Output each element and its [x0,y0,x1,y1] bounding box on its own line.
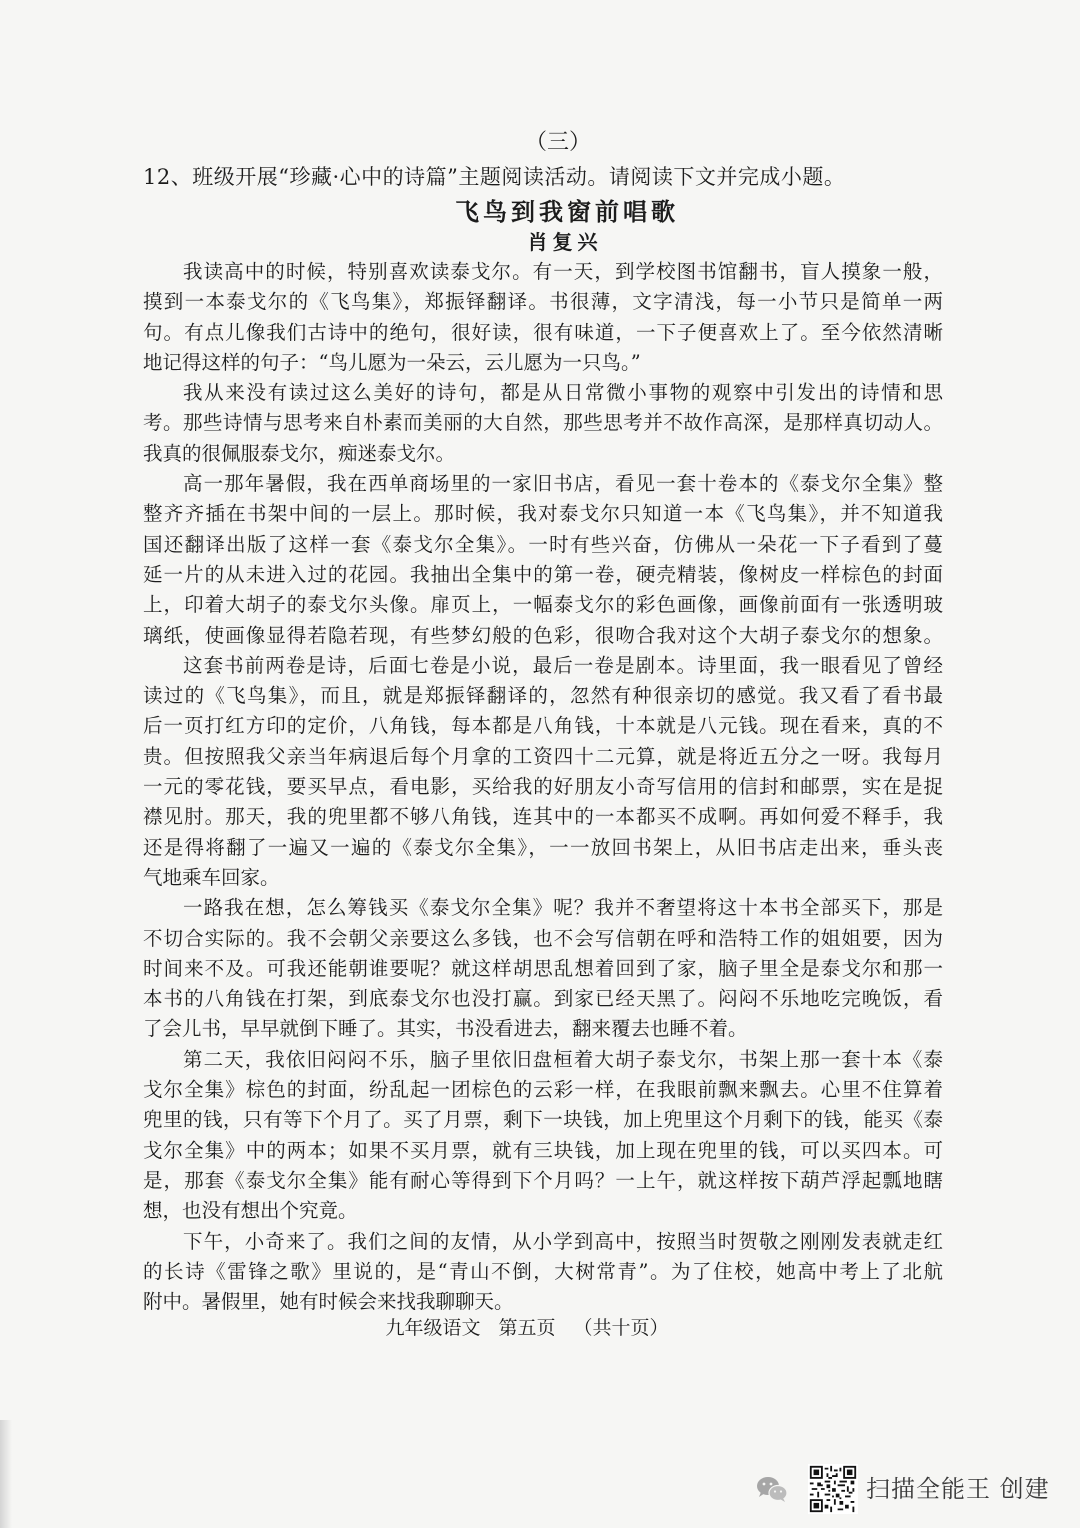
paragraph-7-line: 附中。暑假里，她有时候会来找我聊聊天。 [143,1290,514,1314]
paragraph-6-line: 戈尔全集》中的两本；如果不买月票，就有三块钱，加上现在兜里的钱，可以买四本。可 [143,1138,943,1162]
article-body [143,257,943,1317]
paragraph-5-line: 不切合实际的。我不会朝父亲要这么多钱，也不会写信朝在呼和浩特工作的姐姐要，因为 [143,926,943,950]
paragraph-5-line: 了会儿书，早早就倒下睡了。其实，书没看进去，翻来覆去也睡不着。 [143,1017,748,1041]
paragraph-3-line: 整齐齐插在书架中间的一层上。那时候，我对泰戈尔只知道一本《飞鸟集》，并不知道我 [143,502,943,526]
scan-edge-shadow [0,1420,12,1528]
paragraph-3-line: 璃纸，使画像显得若隐若现，有些梦幻般的色彩，很吻合我对这个大胡子泰戈尔的想象。 [143,623,943,647]
paragraph-1-line: 我读高中的时候，特别喜欢读泰戈尔。有一天，到学校图书馆翻书，盲人摸象一般， [183,260,943,283]
article-author: 肖复兴 [527,230,603,254]
paragraph-4-line: 气地乘车回家。 [143,865,280,889]
paragraph-2-line: 考。那些诗情与思考来自朴素而美丽的大自然，那些思考并不故作高深，是那样真切动人。 [143,411,943,435]
paragraph-6-line: 戈尔全集》棕色的封面，纷乱起一团棕色的云彩一样，在我眼前飘来飘去。心里不住算着 [143,1078,943,1102]
footer-subject: 九年级语文 [385,1317,481,1339]
paragraph-2-line: 我从来没有读过这么美好的诗句，都是从日常微小事物的观察中引发出的诗情和思 [183,381,943,405]
paragraph-6-line: 兜里的钱，只有等下个月了。买了月票，剩下一块钱，加上兜里这个月剩下的钱，能买《泰 [143,1108,943,1132]
qr-code [808,1464,858,1514]
paragraph-1-line: 句。有点儿像我们古诗中的绝句，很好读，很有味道，一下子便喜欢上了。至今依然清晰 [143,320,943,344]
footer-total-pages: （共十页） [573,1317,669,1339]
paragraph-1-line: 地记得这样的句子：“鸟儿愿为一朵云，云儿愿为一只鸟。” [143,350,641,374]
page-footer [327,1316,727,1340]
article-title: 飞鸟到我窗前唱歌 [455,197,679,226]
paragraph-6-line: 是，那套《泰戈尔全集》能有耐心等得到下个月吗？一上午，就这样按下葫芦浮起瓢地瞎 [143,1168,943,1192]
paragraph-5-line: 一路我在想，怎么筹钱买《泰戈尔全集》呢？我并不奢望将这十本书全部买下，那是 [183,896,943,920]
footer-page-number: 第五页 [498,1317,556,1339]
paragraph-1-line: 摸到一本泰戈尔的《飞鸟集》，郑振铎翻译。书很薄，文字清浅，每一小节只是简单一两 [143,290,943,314]
paragraph-4-line: 一元的零花钱，要买早点，看电影，买给我的好朋友小奇写信用的信封和邮票，实在是捉 [143,775,943,799]
question-prompt: 12、班级开展“珍藏·心中的诗篇”主题阅读活动。请阅读下文并完成小题。 [143,165,846,189]
paragraph-3-line: 上，印着大胡子的泰戈尔头像。扉页上，一幅泰戈尔的彩色画像，画像前面有一张透明玻 [143,593,943,617]
paragraph-4-line: 还是得将翻了一遍又一遍的《泰戈尔全集》，一一放回书架上，从旧书店走出来，垂头丧 [143,835,943,859]
paragraph-4-line: 贵。但按照我父亲当年病退后每个月拿的工资四十二元算，就是将近五分之一呀。我每月 [143,744,943,768]
paragraph-4-line: 读过的《飞鸟集》，而且，就是郑振铎翻译的，忽然有种很亲切的感觉。我又看了看书最 [143,684,943,708]
section-label: （三） [524,130,591,155]
paragraph-4-line: 襟见肘。那天，我的兜里都不够八角钱，连其中的一本都买不成啊。再如何爱不释手，我 [143,805,943,829]
paragraph-4-line: 这套书前两卷是诗，后面七卷是小说，最后一卷是剧本。诗里面，我一眼看见了曾经 [183,653,943,677]
wechat-icon [756,1476,788,1504]
paragraph-5-line: 本书的八角钱在打架，到底泰戈尔也没打赢。到家已经天黑了。闷闷不乐地吃完晚饭，看 [143,987,943,1011]
paragraph-7-line: 的长诗《雷锋之歌》里说的，是“青山不倒，大树常青”。为了住校，她高中考上了北航 [143,1259,943,1283]
paragraph-5-line: 时间来不及。可我还能朝谁要呢？就这样胡思乱想着回到了家，脑子里全是泰戈尔和那一 [143,956,943,980]
paragraph-3-line: 国还翻译出版了这样一套《泰戈尔全集》。一时有些兴奋，仿佛从一朵花一下子看到了蔓 [143,532,943,556]
paragraph-3-line: 高一那年暑假，我在西单商场里的一家旧书店，看见一套十卷本的《泰戈尔全集》整 [183,472,943,496]
watermark-text: 扫描全能王 创建 [866,1475,1050,1503]
paragraph-2-line: 我真的很佩服泰戈尔，痴迷泰戈尔。 [143,441,456,465]
paragraph-3-line: 延一片的从未进入过的花园。我抽出全集中的第一卷，硬壳精装，像树皮一样棕色的封面 [143,562,943,586]
paragraph-6-line: 第二天，我依旧闷闷不乐，脑子里依旧盘桓着大胡子泰戈尔，书架上那一套十本《泰 [183,1047,943,1071]
paragraph-6-line: 想，也没有想出个究竟。 [143,1199,358,1223]
paragraph-7-line: 下午，小奇来了。我们之间的友情，从小学到高中，按照当时贺敬之刚刚发表就走红 [183,1229,943,1253]
paragraph-4-line: 后一页打红方印的定价，八角钱，每本都是八角钱，十本就是八元钱。现在看来，真的不 [143,714,943,738]
